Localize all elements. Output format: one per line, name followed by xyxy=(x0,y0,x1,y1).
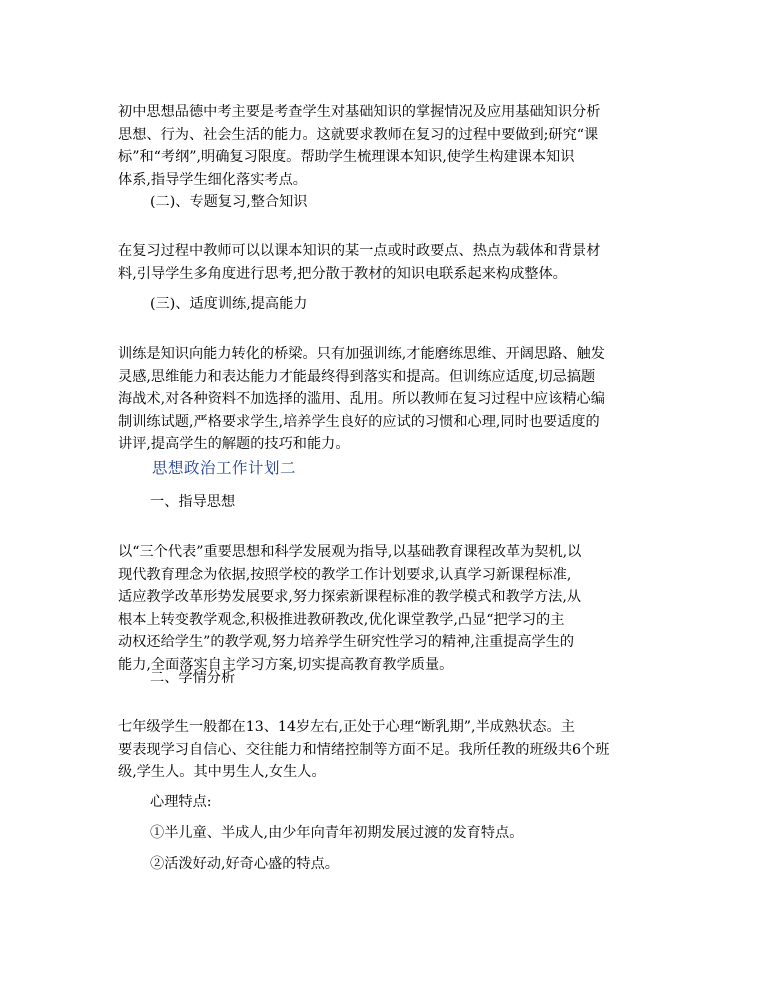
psych-feature-item: ①半儿童、半成人,由少年向青年初期发展过渡的发育特点。 xyxy=(150,825,524,841)
text-line: 以“三个代表”重要思想和科学发展观为指导,以基础教育课程改革为契机,以 xyxy=(118,544,582,560)
paragraph-student-analysis xyxy=(118,716,658,784)
text-line: 能力,全面落实自主学习方案,切实提高教育教学质量。 xyxy=(118,656,454,673)
text-line: 标”和“考纲”,明确复习限度。帮助学生梳理课本知识,使学生构建课本知识 xyxy=(118,149,575,166)
text-line: 讲评,提高学生的解题的技巧和能力。 xyxy=(118,436,350,453)
heading-special-review: (二)、专题复习,整合知识 xyxy=(150,194,308,210)
text-line: 在复习过程中教师可以以课本知识的某一点或时政要点、热点为载体和背景材 xyxy=(118,243,601,259)
text-line: 动权还给学生”的教学观,努力培养学生研究性学习的精神,注重提高学生的 xyxy=(118,634,575,651)
psych-feature-item: ②活泼好动,好奇心盛的特点。 xyxy=(150,856,339,872)
paragraph-review-basics xyxy=(118,101,658,191)
heading-moderate-training: (三)、适度训练,提高能力 xyxy=(150,296,308,312)
text-line: 要表现学习自信心、交往能力和情绪控制等方面不足。我所任教的班级共6个班 xyxy=(118,741,610,758)
paragraph-special-review xyxy=(118,240,658,285)
text-line: 七年级学生一般都在13、14岁左右,正处于心理“断乳期”,半成熟状态。主 xyxy=(118,719,575,735)
text-line: 灵感,思维能力和表达能力才能最终得到落实和提高。但训练应适度,切忌搞题 xyxy=(118,368,596,385)
section-title: 思想政治工作计划二 xyxy=(152,459,297,477)
text-line: 制训练试题,严格要求学生,培养学生良好的应试的习惯和心理,同时也要适度的 xyxy=(118,413,600,430)
text-line: 适应教学改革形势发展要求,努力探索新课程标准的教学模式和教学方法,从 xyxy=(118,589,582,606)
text-line: 料,引导学生多角度进行思考,把分散于教材的知识电联系起来构成整体。 xyxy=(118,265,567,282)
psych-features-label: 心理特点: xyxy=(150,794,212,810)
text-line: 思想、行为、社会生活的能力。这就要求教师在复习的过程中要做到;研究“课 xyxy=(118,126,599,143)
heading-student-analysis: 二、学情分析 xyxy=(150,670,236,686)
text-line: 初中思想品德中考主要是考查学生对基础知识的掌握情况及应用基础知识分析 xyxy=(118,104,601,120)
text-line: 体系,指导学生细化落实考点。 xyxy=(118,171,307,188)
heading-guiding-ideology: 一、指导思想 xyxy=(150,494,236,510)
paragraph-moderate-training xyxy=(118,343,658,456)
text-line: 级,学生人。其中男生人,女生人。 xyxy=(118,764,326,781)
paragraph-guiding-ideology xyxy=(118,541,658,677)
text-line: 海战术,对各种资料不加选择的滥用、乱用。所以教师在复习过程中应该精心编 xyxy=(118,391,605,408)
text-line: 训练是知识向能力转化的桥梁。只有加强训练,才能磨练思维、开阔思路、触发 xyxy=(118,346,605,362)
text-line: 现代教育理念为依据,按照学校的教学工作计划要求,认真学习新课程标准, xyxy=(118,566,572,583)
text-line: 根本上转变教学观念,积极推进教研教改,优化课堂教学,凸显“把学习的主 xyxy=(118,611,565,628)
